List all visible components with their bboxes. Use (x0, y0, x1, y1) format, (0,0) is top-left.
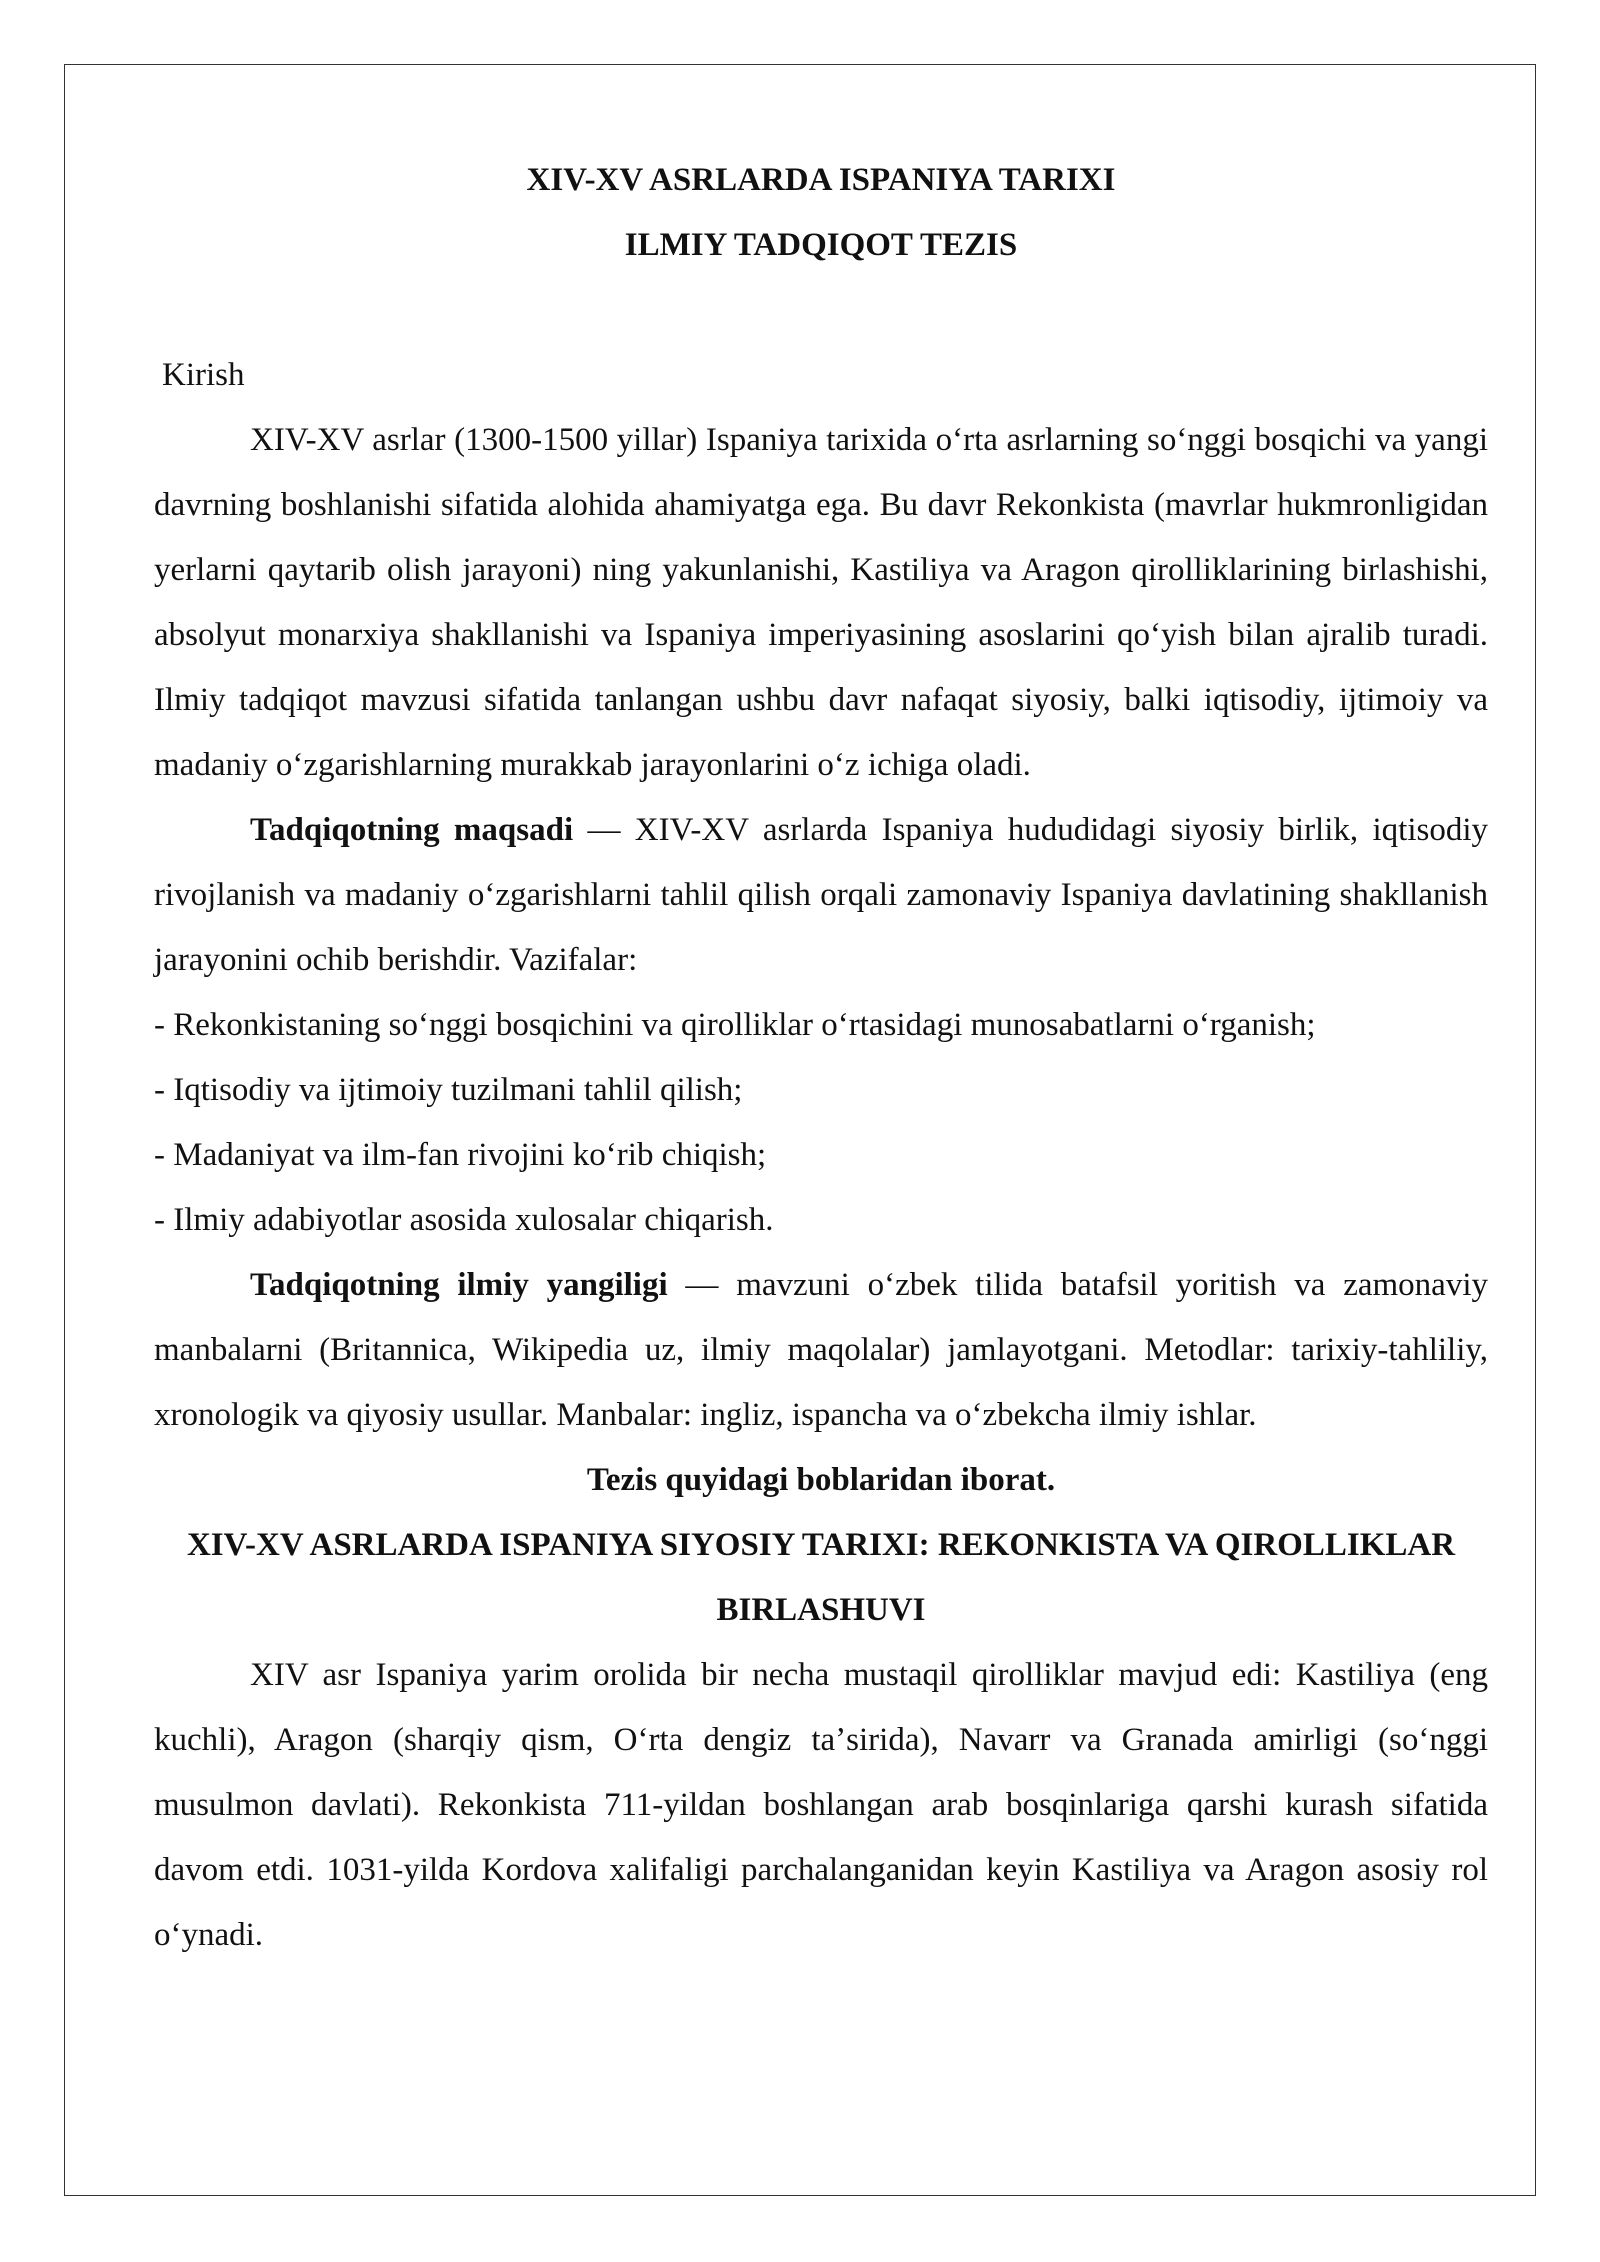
title-block (154, 148, 1488, 278)
aim-text: — XIV-XV asrlarda Ispaniya hududidagi siyosiy birlik, iqtisodiy rivojlanish va madaniy oʻzgarishlarni tahlil qilish orqali zamonaviy Ispaniya davlatining shakllanish jarayonini ochib berishdir. Vazifalar: (154, 812, 1489, 978)
novelty-label: Tadqiqotning ilmiy yangiligi (250, 1267, 668, 1303)
task-item: - Iqtisodiy va ijtimoiy tuzilmani tahlil qilish; (154, 1072, 743, 1108)
chapter-heading: XIV-XV ASRLARDA ISPANIYA SIYOSIY TARIXI: REKONKISTA VA QIROLLIKLAR BIRLASHUVI (186, 1527, 1456, 1628)
task-item: - Madaniyat va ilm-fan rivojini koʻrib chiqish; (154, 1137, 767, 1173)
aim-label: Tadqiqotning maqsadi (250, 812, 574, 848)
intro-paragraph: XIV-XV asrlar (1300-1500 yillar) Ispaniya tarixida oʻrta asrlarning soʻnggi bosqichi va yangi davrning boshlanishi sifatida alohida ahamiyatga ega. Bu davr Rekonkista (mavrlar hukmronligidan yerlarni qaytarib olish jarayoni) ning yakunlanishi, Kastiliya va Aragon qirolliklarining birlashishi, absolyut monarxiya shakllanishi va Ispaniya imperiyasining asoslarini qoʻyish bilan ajralib turadi. Ilmiy tadqiqot mavzusi sifatida tanlangan ushbu davr nafaqat siyosiy, balki iqtisodiy, ijtimoiy va madaniy oʻzgarishlarning murakkab jarayonlarini oʻz ichiga oladi. (154, 422, 1488, 783)
structure-note: Tezis quyidagi boblaridan iborat. (586, 1462, 1056, 1498)
document-subtitle: ILMIY TADQIQOT TEZIS (624, 227, 1018, 263)
novelty-text: — mavzuni oʻzbek tilida batafsil yoritish va zamonaviy manbalarni (Britannica, Wikipedia uz, ilmiy maqolalar) jamlayotgani. Metodlar: tarixiy-tahliliy, xronologik va qiyosiy usullar. Manbalar: ingliz, ispancha va oʻzbekcha ilmiy ishlar. (154, 1267, 1488, 1433)
chapter-paragraph: XIV asr Ispaniya yarim orolida bir necha mustaqil qirolliklar mavjud edi: Kastiliya (eng kuchli), Aragon (sharqiy qism, Oʻrta dengiz taʼsirida), Navarr va Granada amirligi (soʻnggi musulmon davlati). Rekonkista 711-yildan boshlangan arab bosqinlariga qarshi kurash sifatida davom etdi. 1031-yilda Kordova xalifaligi parchalanganidan keyin Kastiliya va Aragon asosiy rol oʻynadi. (154, 1657, 1488, 1953)
task-item: - Rekonkistaning soʻnggi bosqichini va qirolliklar oʻrtasidagi munosabatlarni oʻrganish; (154, 1007, 1316, 1043)
document-body (154, 148, 1488, 1968)
document-title: XIV-XV ASRLARDA ISPANIYA TARIXI (526, 162, 1116, 198)
novelty-paragraph (154, 1253, 1488, 1448)
intro-heading: Kirish (162, 357, 245, 393)
task-item: - Ilmiy adabiyotlar asosida xulosalar chiqarish. (154, 1202, 774, 1238)
aim-paragraph (154, 798, 1488, 993)
